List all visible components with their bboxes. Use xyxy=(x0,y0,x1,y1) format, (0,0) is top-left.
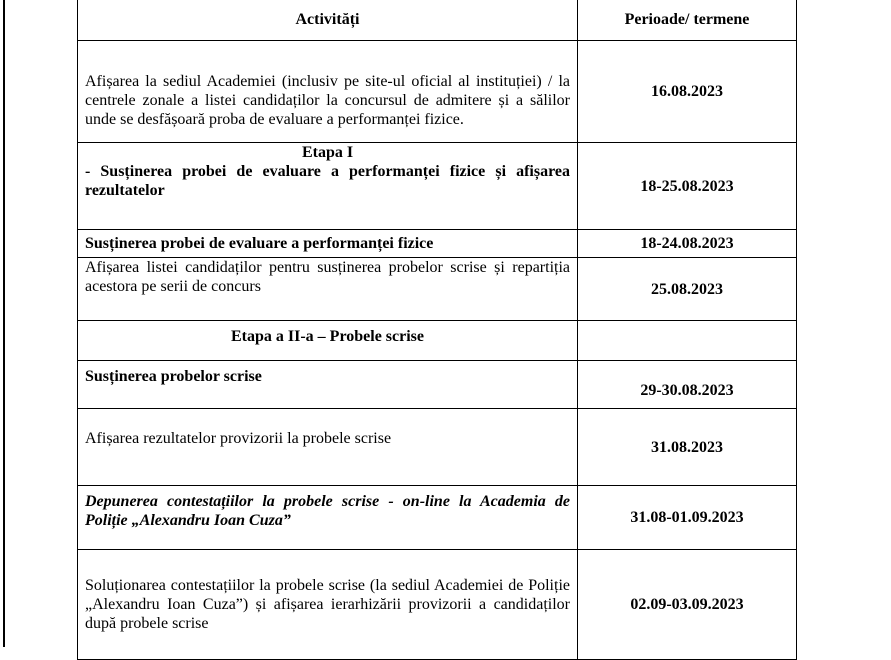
table-row xyxy=(78,143,797,230)
table-row xyxy=(78,258,797,321)
activity-cell: Susținerea probelor scrise xyxy=(78,361,578,409)
table-row xyxy=(78,486,797,550)
activity-cell: Afișarea listei candidaților pentru susținerea probelor scrise și repartiția acestora pe serii de concurs xyxy=(78,258,578,321)
table-row xyxy=(78,230,797,258)
period-cell: 18-25.08.2023 xyxy=(578,143,797,230)
period-cell: 29-30.08.2023 xyxy=(578,361,797,409)
table-row xyxy=(78,550,797,660)
activity-cell xyxy=(78,41,578,143)
header-activities: Activități xyxy=(78,0,578,41)
activity-cell: Soluționarea contestațiilor la probele scrise (la sediul Academiei de Poliție „Alexandru Ioan Cuza”) și afișarea ierarhizării provizorii a candidaților după probele scrise xyxy=(78,550,578,660)
activity-cell: Afișarea rezultatelor provizorii la probele scrise xyxy=(78,409,578,486)
period-cell: 16.08.2023 xyxy=(578,41,797,143)
period-cell: 31.08.2023 xyxy=(578,409,797,486)
table-row xyxy=(78,361,797,409)
activity-text: - Susținerea probei de evaluare a performanței fizice și afișarea rezultatelor xyxy=(85,163,570,199)
activity-cell xyxy=(78,143,578,230)
period-cell xyxy=(578,321,797,361)
activity-text: Afișarea la sediul Academiei (inclusiv pe site-ul oficial al instituției) / la centrele zonale a listei candidaților la concursul de admitere și a sălilor unde se desfășoară proba de evaluare a performanței fizice. xyxy=(85,73,570,128)
table-row xyxy=(78,409,797,486)
activity-cell: Depunerea contestațiilor la probele scrise - on-line la Academia de Poliție „Alexandru Ioan Cuza” xyxy=(78,486,578,550)
period-cell: 25.08.2023 xyxy=(578,258,797,321)
table-row xyxy=(78,41,797,143)
page-left-border xyxy=(3,0,5,647)
period-cell: 18-24.08.2023 xyxy=(578,230,797,258)
table-header-row xyxy=(78,0,797,41)
period-cell: 31.08-01.09.2023 xyxy=(578,486,797,550)
stage-title: Etapa a II-a – Probele scrise xyxy=(78,321,578,361)
stage-title: Etapa I xyxy=(301,144,354,161)
period-cell: 02.09-03.09.2023 xyxy=(578,550,797,660)
header-periods: Perioade/ termene xyxy=(578,0,797,41)
admission-schedule-table xyxy=(77,0,797,660)
table-row xyxy=(78,321,797,361)
activity-cell: Susținerea probei de evaluare a performanței fizice xyxy=(78,230,578,258)
